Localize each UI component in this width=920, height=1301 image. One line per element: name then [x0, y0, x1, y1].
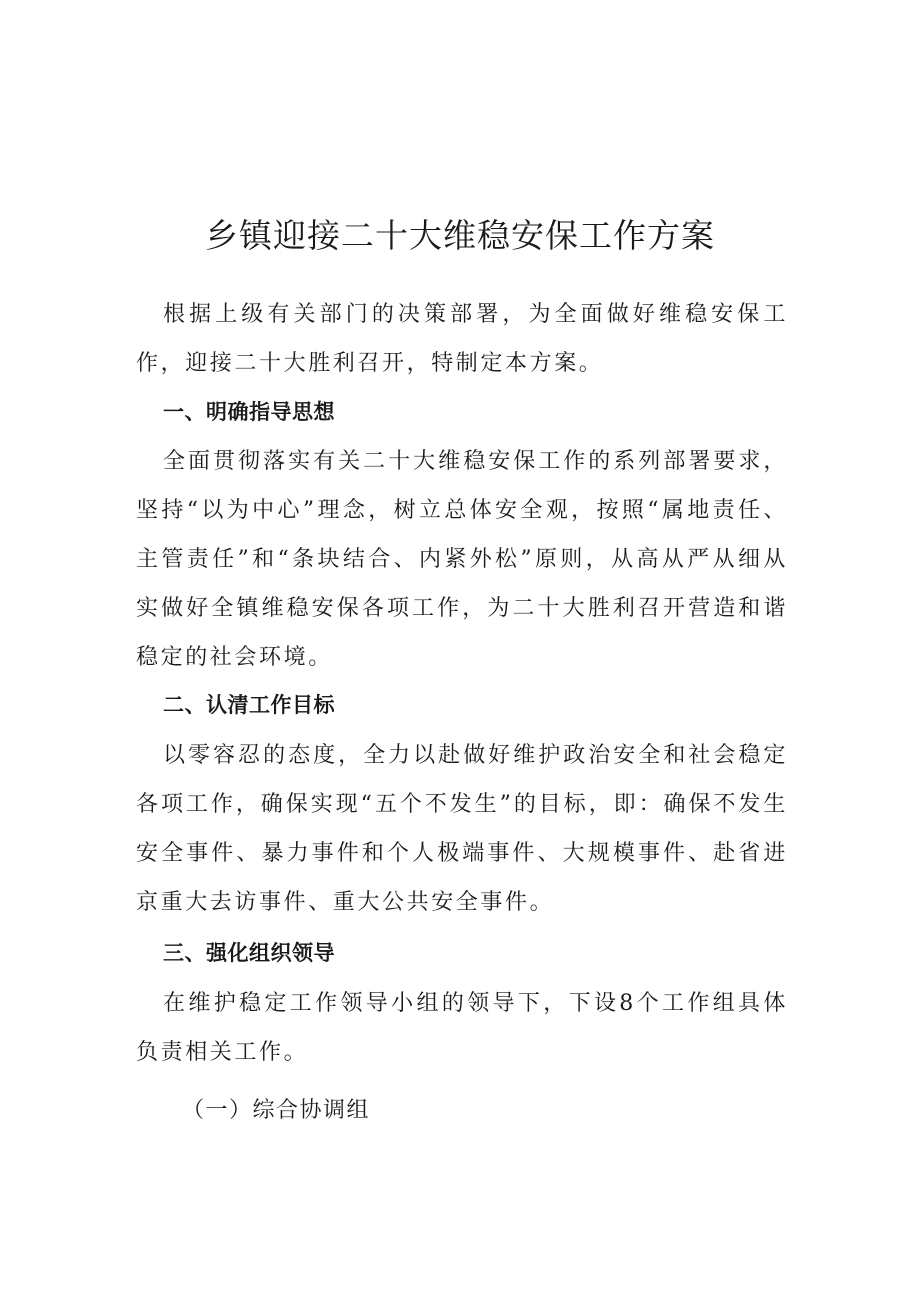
section-body-1: 全面贯彻落实有关二十大维稳安保工作的系列部署要求，坚持“以为中心”理念，树立总体安全观，按照“属地责任、主管责任”和“条块结合、内紧外松”原则，从高从严从细从实做好全镇维稳安保各项工作，为二十大胜利召开营造和谐稳定的社会环境。 — [136, 449, 788, 670]
section-heading-2: 二、认清工作目标 — [163, 693, 335, 717]
section-body-3: 在维护稳定工作领导小组的领导下，下设8个工作组具体负责相关工作。 — [136, 991, 788, 1065]
subsection-heading: （一）综合协调组 — [182, 1098, 371, 1123]
section-heading-3: 三、强化组织领导 — [163, 941, 335, 965]
intro-paragraph: 根据上级有关部门的决策部署，为全面做好维稳安保工作，迎接二十大胜利召开，特制定本方案。 — [136, 302, 788, 376]
section-heading-1: 一、明确指导思想 — [163, 400, 335, 424]
section-body-2: 以零容忍的态度，全力以赴做好维护政治安全和社会稳定各项工作，确保实现“五个不发生”的目标，即：确保不发生安全事件、暴力事件和个人极端事件、大规模事件、赴省进京重大去访事件、重大公共安全事件。 — [136, 743, 788, 915]
document-title: 乡镇迎接二十大维稳安保工作方案 — [205, 216, 715, 255]
